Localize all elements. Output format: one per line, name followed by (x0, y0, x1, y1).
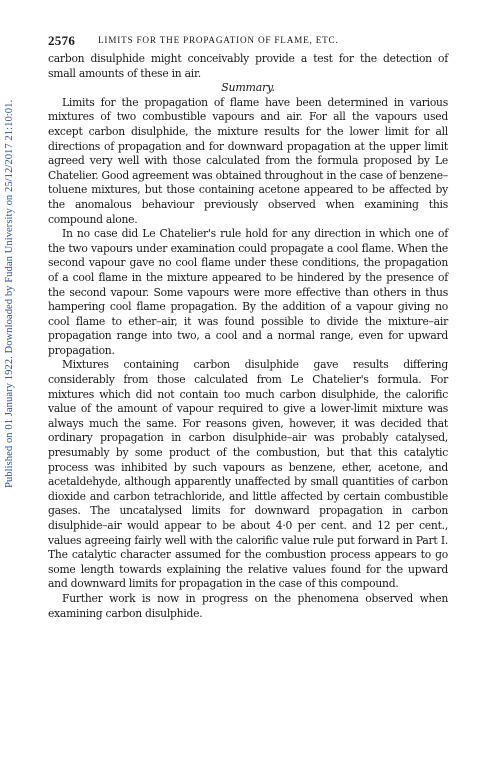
summary-paragraph-3: Mixtures containing carbon disulphide gave results differing considerably from those calculated from Le Chatelier's formula. For mixtures which did not contain too much carbon disulphide, the calorific value of the amount of vapour required to give a lower-limit mixture was always much the same. For reasons given, however, it was decided that ordinary propagation in carbon disulphide–air was probably catalysed, presumably by some product of the combustion, but that this catalytic process was inhibited by such vapours as benzene, ether, acetone, and acetaldehyde, although apparently unaffected by small quantities of carbon dioxide and carbon tetrachloride, and little affected by certain combustible gases. The uncatalysed limits for downward propagation in carbon disulphide–air would appear to be about 4·0 per cent. and 12 per cent., values agreeing fairly well with the calorific value rule put forward in Part I. The catalytic character assumed for the combustion process appears to go some length towards explaining the relative values found for the upward and downward limits for propagation in the case of this compound. (48, 358, 448, 591)
running-title: LIMITS FOR THE PROPAGATION OF FLAME, ETC. (98, 35, 339, 45)
summary-paragraph-4: Further work is now in progress on the phenomena observed when examining carbon disulphide. (48, 591, 448, 620)
summary-paragraph-1: Limits for the propagation of flame have been determined in various mixtures of two combustible vapours and air. For all the vapours used except carbon disulphide, the mixture results for the lower limit for all directions of propagation and for downward propagation at the upper limit agreed very well with those calculated from the formula proposed by Le Chatelier. Good agreement was obtained throughout in the case of benzene–toluene mixtures, but those containing acetone appeared to be affected by the anomalous behaviour previously observed when examining this compound alone. (48, 95, 448, 226)
page-number: 2576 (48, 33, 76, 48)
intro-paragraph: carbon disulphide might conceivably provide a test for the detection of small amounts of these in air. (48, 52, 448, 80)
summary-paragraph-2: In no case did Le Chatelier's rule hold for any direction in which one of the two vapours under examination could propagate a cool flame. When the second vapour gave no cool flame under these conditions, the propagation of a cool flame in the mixture appeared to be hindered by the presence of the second vapour. Some vapours were more effective than others in thus hampering cool flame propagation. By the addition of a vapour giving no cool flame to ether–air, it was found possible to divide the mixture–air propagation range into two, a cool and a normal range, even for upward propagation. (48, 227, 448, 357)
summary-heading: Summary. (221, 81, 275, 95)
download-stamp: Published on 01 January 1922. Downloaded by Fudan University on 25/12/2017 21:10:01. (4, 99, 15, 488)
running-head (48, 33, 448, 49)
article-body (48, 52, 448, 621)
